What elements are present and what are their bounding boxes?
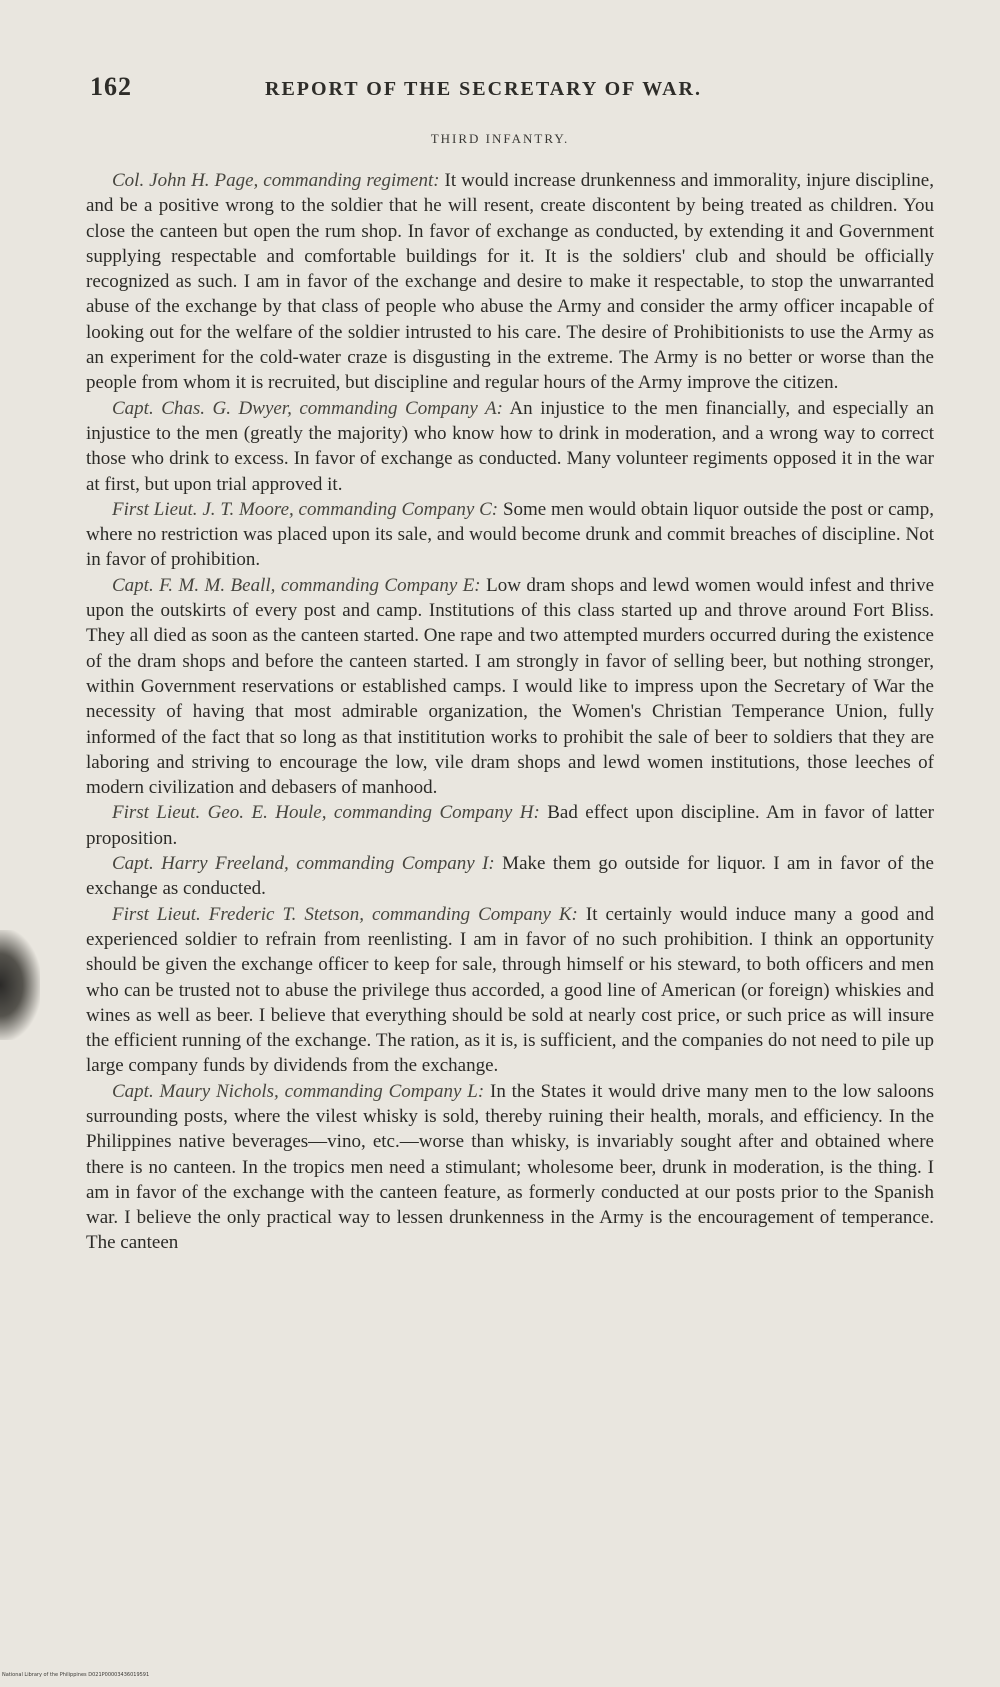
speaker-name: Capt. Chas. G. Dwyer, commanding Company A: (112, 397, 503, 419)
testimony-paragraph (86, 902, 934, 1079)
speaker-name: Capt. F. M. M. Beall, commanding Company E: (112, 574, 481, 596)
testimony-text: Low dram shops and lewd women would infest and thrive upon the outskirts of every post and camp. Institutions of this class started up and throve around Fort Bliss. They all died as soon as the canteen started. One rape and two attempted murders occurred during the existence of the dram shops and before the canteen started. I am strongly in favor of selling beer, but nothing stronger, within Government reservations or established camps. I would like to impress upon the Secretary of War the necessity of having that most admirable organization, the Women's Christian Temperance Union, fully informed of the fact that so long as that instititution works to prohibit the sale of beer to soldiers that they are laboring and striving to encourage the low, vile dram shops and lewd women institutions, those leeches of modern civilization and debasers of manhood. (86, 574, 934, 799)
testimony-paragraph (86, 497, 934, 573)
testimony-paragraph (86, 168, 934, 396)
testimony-paragraph (86, 800, 934, 851)
speaker-name: Capt. Harry Freeland, commanding Company I: (112, 853, 495, 875)
testimony-text: Make them go outside for liquor. I am in favor of the exchange as conducted. (86, 853, 934, 900)
testimony-text: In the States it would drive many men to the low saloons surrounding posts, where the vilest whisky is sold, thereby ruining their health, morals, and efficiency. In the Philippines native beverages—vino, etc.—worse than whisky, is invariably sought after and obtained where there is no canteen. In the tropics men need a stimulant; wholesome beer, drunk in moderation, is the thing. I am in favor of the exchange with the canteen feature, as formerly conducted at our posts prior to the Spanish war. I believe the only practical way to lessen drunkenness in the Army is the encouragement of temperance. The canteen (86, 1080, 935, 1254)
speaker-name: First Lieut. J. T. Moore, commanding Company C: (112, 498, 499, 520)
testimony-text: An injustice to the men financially, and especially an injustice to the men (greatly the majority) who know how to drink in moderation, and a wrong way to correct those who drink to excess. In favor of exchange as conducted. Many volunteer regiments opposed it in the war at first, but upon trial approved it. (86, 397, 935, 495)
report-title: REPORT OF THE SECRETARY OF WAR. (265, 78, 702, 100)
page-number: 162 (90, 72, 132, 101)
archive-footer-note: National Library of the Philippines D021P00003436019591 (2, 1672, 150, 1678)
section-title: THIRD INFANTRY. (430, 131, 570, 146)
testimony-paragraph (86, 573, 934, 801)
testimony-text: It would increase drunkenness and immorality, injure discipline, and be a positive wrong to the soldier that he will resent, create discontent by being treated as children. You close the canteen but open the rum shop. In favor of exchange as conducted, by extending it and Government supplying respectable and comfortable buildings for it. It is the soldiers' club and should be officially recognized as such. I am in favor of the exchange and desire to make it respectable, to stop the unwarranted abuse of the exchange by that class of people who abuse the Army and consider the army officer incapable of looking out for the welfare of the soldier intrusted to his care. The desire of Prohibitionists to use the Army as an experiment for the cold-water craze is disgusting in the extreme. The Army is no better or worse than the people from whom it is recruited, but discipline and regular hours of the Army improve the citizen. (86, 170, 934, 394)
speaker-name: First Lieut. Frederic T. Stetson, commanding Company K: (112, 903, 578, 925)
testimony-paragraph (86, 851, 934, 902)
speaker-name: Capt. Maury Nichols, commanding Company L: (112, 1080, 485, 1102)
speaker-name: Col. John H. Page, commanding regiment: (112, 170, 440, 191)
testimony-paragraph (86, 396, 934, 497)
testimony-paragraph (86, 1079, 934, 1256)
speaker-name: First Lieut. Geo. E. Houle, commanding Company H: (112, 802, 540, 824)
running-head (90, 72, 920, 112)
body-text (86, 168, 934, 1256)
testimony-text: It certainly would induce many a good and experienced soldier to refrain from reenlisting. I am in favor of no such prohibition. I think an opportunity should be given the exchange officer to keep for sale, through himself or his steward, to both officers and men who can be trusted not to abuse the privilege thus accorded, a good line of American (or foreign) whiskies and wines as well as beer. I believe that everything should be sold at nearly cost price, or such price as will insure the efficient running of the exchange. The ration, as it is, is sufficient, and the companies do not need to pile up large company funds by dividends from the exchange. (86, 903, 934, 1077)
testimony-text: Some men would obtain liquor outside the post or camp, where no restriction was placed upon its sale, and would become drunk and commit breaches of discipline. Not in favor of prohibition. (86, 498, 935, 571)
testimony-text: Bad effect upon discipline. Am in favor of latter proposition. (86, 802, 934, 849)
scan-edge-shadow (0, 930, 40, 1040)
